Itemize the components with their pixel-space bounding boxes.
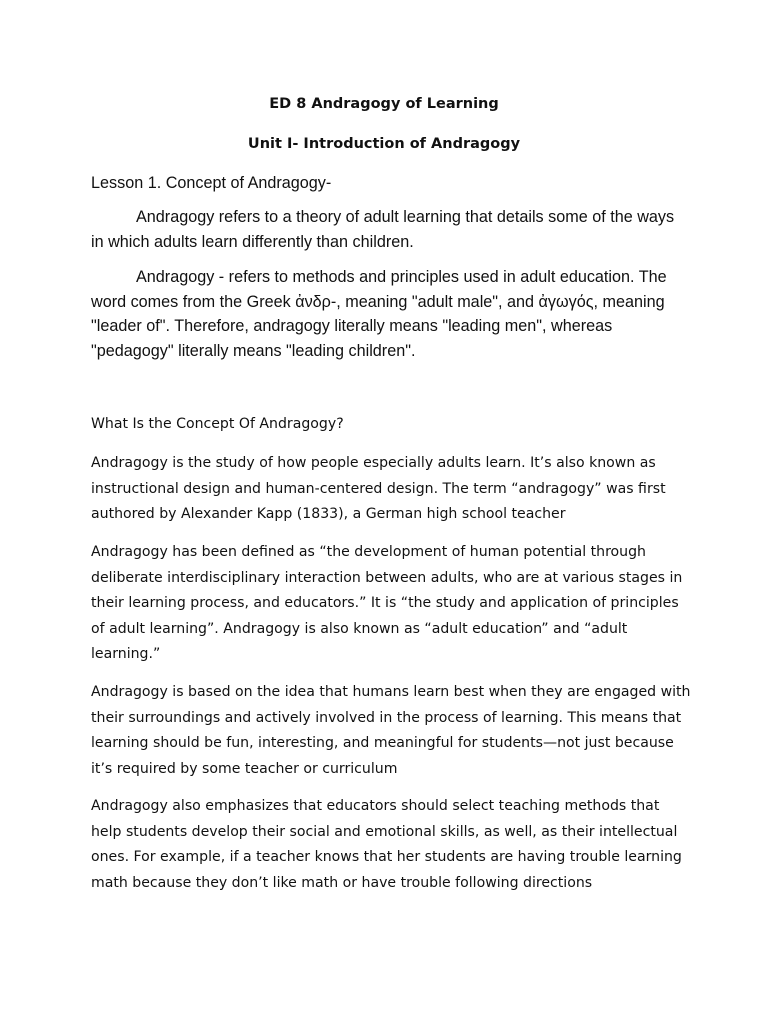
section-heading: What Is the Concept Of Andragogy? <box>91 416 344 432</box>
unit-heading: Unit I- Introduction of Andragogy <box>247 136 521 152</box>
body-paragraph: Andragogy is the study of how people especially adults learn. It’s also known as instructional design and human-centered design. The term “andragogy” was first authored by Alexander Kapp (1833), a German high school teacher <box>91 455 666 522</box>
body-paragraph: Andragogy also emphasizes that educators should select teaching methods that help students develop their social and emotional skills, as well, as their intellectual ones. For example, if a teacher knows that her students are having trouble learning math because they don’t like math or have trouble following directions <box>91 798 682 891</box>
body-paragraph: Andragogy has been defined as “the development of human potential through deliberate interdisciplinary interaction between adults, who are at various stages in their learning process, and educators.” It is “the study and application of principles of adult learning”. Andragogy is also known as “adult education” and “adult learning.” <box>91 544 683 662</box>
document-title: ED 8 Andragogy of Learning <box>269 96 499 112</box>
lesson-heading: Lesson 1. Concept of Andragogy- <box>91 174 332 192</box>
intro-paragraph: Andragogy refers to a theory of adult learning that details some of the ways in which adults learn differently than children. <box>91 208 675 251</box>
body-paragraph: Andragogy is based on the idea that humans learn best when they are engaged with their surroundings and actively involved in the process of learning. This means that learning should be fun, interesting, and meaningful for students—not just because it’s required by some teacher or curriculum <box>91 684 691 777</box>
intro-paragraph: Andragogy - refers to methods and principles used in adult education. The word comes from the Greek ἀνδρ-, meaning "adult male", and ἀγωγός, meaning "leader of". Therefore, andragogy literally means "leading men", whereas "pedagogy" literally means "leading children". <box>91 268 667 360</box>
